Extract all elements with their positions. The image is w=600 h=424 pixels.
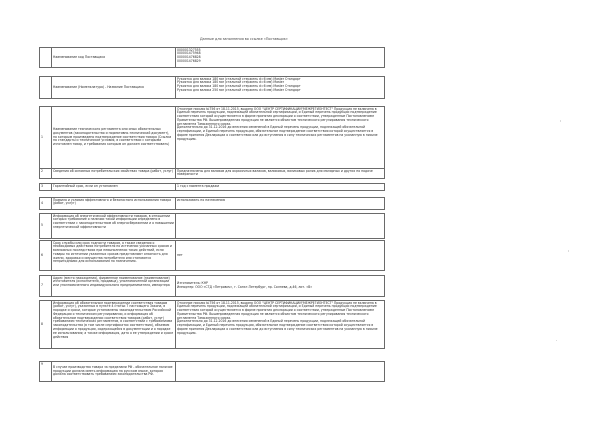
names-table [39, 76, 385, 99]
table-row [40, 169, 385, 179]
service-life-table [39, 240, 385, 271]
row-number: 2 [40, 169, 52, 179]
row-value: Отказное письмо №756 от 18.11.2015, выдано ООО "ЦЕНТР СЕРТИФИКАЦИИ"МЕЖРЕГИОНТЕСТ" Продукция не включена в Единый перечень продукции, подлежащей обязательной сертификации, и Единый перечень продукции подтверждение соответствия которой осуществляется в форме принятия декларации о соответствии, утвержденные Постановлением Правительства РФ. Вышеприведенная продукция не является объектом технического регулирования технического регламента Таможенного союза. Дополнительно до 31.12.2016 до внесения изменений в Единый перечень продукции, подлежащей обязательной сертификации, и Единый перечень продукции, обязательное подтверждение соответствия которой осуществляется в форме принятия Декларации о соответствии или до вступления в силу технических регламентов на указанную в письме продукцию. [176, 107, 385, 169]
row-number: 7 [40, 276, 52, 297]
row-number: 6 [40, 241, 52, 271]
row-number: 1 [40, 107, 52, 169]
row-value: 1 год с момента продажи [176, 184, 385, 191]
row-value: Отказное письмо №756 от 18.11.2015, выдано ООО "ЦЕНТР СЕРТИФИКАЦИИ"МЕЖРЕГИОНТЕСТ" Продукция не включена в Единый перечень продукции, подлежащей обязательной сертификации, и Единый перечень продукции подтверждение соответствия которой осуществляется в форме принятия декларации о соответствии, утвержденные Постановлением Правительства РФ. Вышеприведенная продукция не является объектом технического регулирования технического регламента Таможенного союза. Дополнительно до 31.12.2016 до внесения изменений в Единый перечень продукции, подлежащей обязательной сертификации, и Единый перечень продукции, обязательное подтверждение соответствия которой осуществляется в форме принятия Декларации о соответствии или до вступления в силу технических регламентов на указанную в письме продукцию. [176, 301, 385, 349]
usage-table [39, 197, 385, 210]
manufacturer-table [39, 275, 385, 297]
table-row [40, 276, 385, 297]
row-value [176, 214, 385, 239]
row-number: 9 [40, 362, 52, 382]
row-number [40, 77, 52, 99]
row-value: использовать по назначению [176, 198, 385, 210]
row-value: Рукоятка для валика 180 мм (стальной стержень d=6 мм) Master Стандарт Рукоятка для валика 180 мм (стальной стержень d=6 мм) Master Рукоятка для валика 180 мм (стальной стержень d=6 мм) Master Стандарт Рукоятка для валика 250 мм (стальной стержень d=6 мм) Master Стандарт [176, 77, 385, 99]
table-row [40, 362, 385, 382]
row-label: Срок службы или срок годности товаров, а также сведения о необходимых действиях потребителя по истечении указанных сроков и возможных последствиях при невыполнении таких действий, если товары по истечении указанных сроков представляют опасность для жизни, здоровья и имущества потребителя или становятся непригодными для использования по назначению. [52, 241, 176, 271]
row-value [176, 362, 385, 382]
table-row [40, 301, 385, 349]
row-label: Правила и условия эффективного и безопасного использования товара (работ, услуг) [52, 198, 176, 210]
codes-table [39, 47, 385, 68]
row-label: Информация об обязательном подтверждении соответствия товаров (работ, услуг), указанных в пункте 4 статьи 7 настоящего Закона, в порядке и сроки, которые установлены законодательством Российской Федерации о техническом регулировании, и информация об обязательном подтверждении соответствия товаров (работ, услуг) требованиям технических регламентов, в соответствии с требованиями законодательства (в том числе сертификатах соответствия), объемом информации о продукции, содержащейся в документации и о порядке ее использования; а также информация, дата о ее утверждении и сроке действия [52, 301, 176, 349]
table-row [40, 77, 385, 99]
energy-table [39, 213, 385, 239]
row-label: Сведения об основных потребительских свойствах товара (работ, услуг) [52, 169, 176, 179]
table-row [40, 48, 385, 68]
row-number [40, 48, 52, 68]
certification-table [39, 300, 385, 349]
row-number: 3 [40, 184, 52, 191]
row-number: 5 [40, 214, 52, 239]
table-row [40, 214, 385, 239]
scan-artifact [556, 340, 557, 341]
row-value: Изготовитель: КНР Импортер: ООО «СТД «Петрович», г. Санкт-Петербург, пр. Солнева, д.46, лит. «В» [176, 276, 385, 297]
row-label: Наименование код Поставщика [52, 48, 176, 68]
row-number: 8 [40, 301, 52, 349]
row-value: 000001327555 000001475948 000001476828 000001476829 [176, 48, 385, 68]
row-label: Наименование технического регламента или иных обязательных документов (законодательство и нормативно-технический документ), по которым произведено подтверждение соответствия товара (Ссылки на стандарты и технические условия, в соответствии с которыми изготовлен товар, и требования которым он должен соответствовать) [52, 107, 176, 169]
row-label: Адрес (место нахождения), фирменное наименование (наименование) изготовителя (исполнителя, продавца), уполномоченной организации или уполномоченного индивидуального предпринимателя, импортера [52, 276, 176, 297]
table-row [40, 241, 385, 271]
row-value: Предназначены для валиков для окрасочных валиков, валиковых, валиковых ролик для малярных и других по подаче поверхности [176, 169, 385, 179]
row-value: нет [176, 241, 385, 271]
warranty-table [39, 183, 385, 191]
foreign-production-table [39, 361, 385, 382]
row-label: Гарантийный срок, если он установлен [52, 184, 176, 191]
row-label: Информация об энергетической эффективности товаров, в отношении которых требование о наличии такой информации определено в соответствии с законодательством об энергосбережении и о повышении энергетической эффективности [52, 214, 176, 239]
scan-artifact [560, 120, 561, 122]
scan-artifact [568, 250, 569, 252]
row-label: Наименование (Номенклатура) - Название Поставщика [52, 77, 176, 99]
row-number: 4 [40, 198, 52, 210]
table-row [40, 184, 385, 191]
row-label: В случае производства товара за пределами РФ - обязательное наличие продукции должна иметь информацию на русском языке, которая должна соответствовать требованиям законодательства РФ. [52, 362, 176, 382]
header-note: Данные для заполнения во ссылке «Поставщик» [200, 37, 288, 41]
table-row [40, 198, 385, 210]
table-row [40, 107, 385, 169]
product-info-table [39, 106, 385, 179]
